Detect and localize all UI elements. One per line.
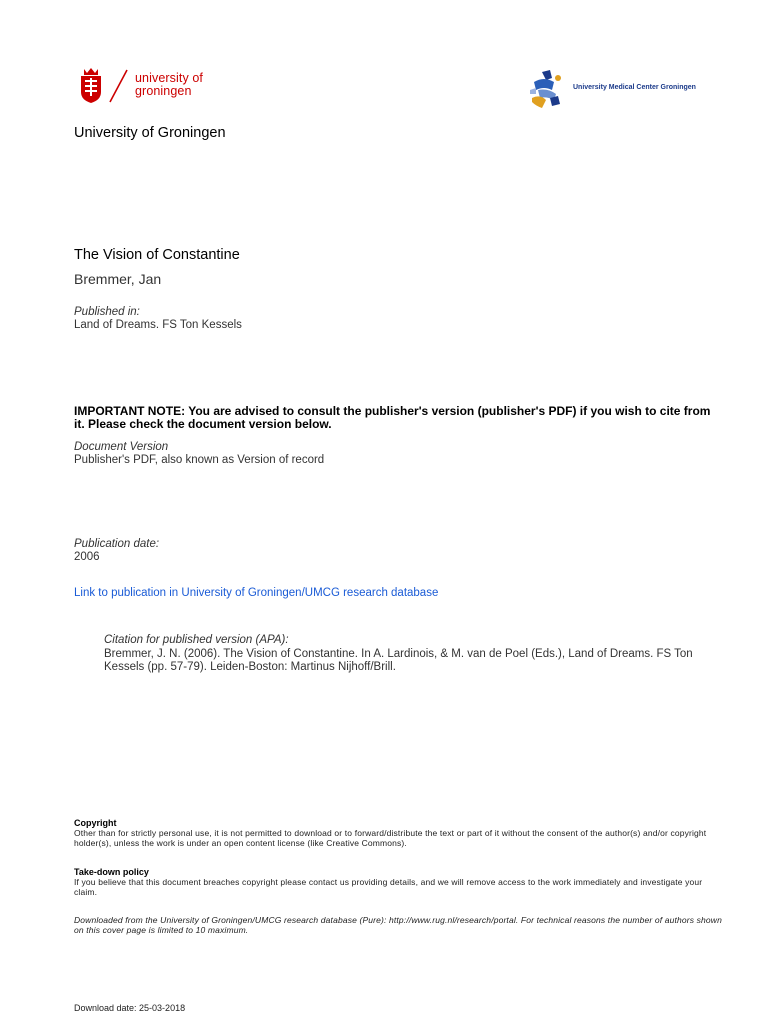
slash-divider-icon xyxy=(107,68,129,104)
rug-logo-line2: groningen xyxy=(135,84,192,98)
author: Bremmer, Jan xyxy=(74,271,162,287)
publication-date-value: 2006 xyxy=(74,551,100,563)
takedown-text: If you believe that this document breaches copyright please contact us providing details, and we will remove access to the work immediately and investigate your claim. xyxy=(74,877,703,897)
umcg-logo xyxy=(528,68,703,110)
copyright-text: Other than for strictly personal use, it is not permitted to download or to forward/distribute the text or part of it without the consent of the author(s) and/or copyright holder(s), unless the work is under an open content license (like Creative Commons). xyxy=(74,828,707,848)
citation-label: Citation for published version (APA): xyxy=(104,634,289,646)
umcg-logo-text: University Medical Center Groningen xyxy=(573,84,696,91)
document-version-value: Publisher's PDF, also known as Version of record xyxy=(74,454,325,466)
important-note: IMPORTANT NOTE: You are advised to consult the publisher's version (publisher's PDF) if you wish to cite from it. Please check the document version below. xyxy=(74,404,711,431)
crest-icon xyxy=(78,66,104,104)
published-in-value: Land of Dreams. FS Ton Kessels xyxy=(74,319,242,331)
takedown-heading: Take-down policy xyxy=(74,867,149,877)
publication-link[interactable]: Link to publication in University of Groningen/UMCG research database xyxy=(74,587,439,599)
umcg-emblem-icon xyxy=(528,68,566,110)
rug-logo-line1: university of xyxy=(135,71,203,85)
download-date: Download date: 25-03-2018 xyxy=(74,1003,186,1013)
published-in-label: Published in: xyxy=(74,306,140,318)
citation-value: Bremmer, J. N. (2006). The Vision of Constantine. In A. Lardinois, & M. van de Poel (Eds.), Land of Dreams. FS Ton Kessels (pp. 57-79). Leiden-Boston: Martinus Nijhoff/Brill. xyxy=(104,648,693,673)
copyright-heading: Copyright xyxy=(74,818,117,828)
document-version-label: Document Version xyxy=(74,441,169,453)
institution-name: University of Groningen xyxy=(74,125,226,141)
download-note: Downloaded from the University of Groningen/UMCG research database (Pure): http://www.rug.nl/research/portal. For technical reasons the number of authors shown on this cover page is limited to 10 maximum. xyxy=(74,915,722,935)
document-title: The Vision of Constantine xyxy=(74,247,240,263)
university-of-groningen-logo xyxy=(78,66,228,106)
publication-date-label: Publication date: xyxy=(74,538,160,550)
